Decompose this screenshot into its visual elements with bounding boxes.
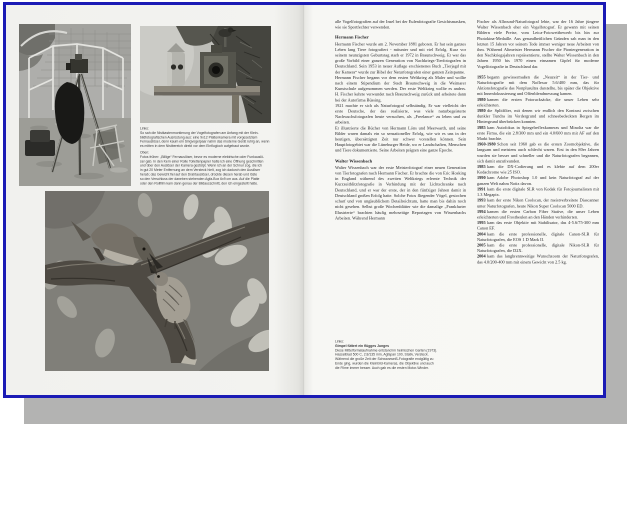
photo-birds-on-branch xyxy=(45,191,269,371)
caption-line: Hasselblad 500 C, 2.8/135 mm, Agfapan 100, Stativ, Versteck. xyxy=(335,353,429,357)
timeline-year: 1991 xyxy=(477,186,486,192)
heading-walter-wissenbach: Walter Wissenbach xyxy=(335,158,373,164)
caption-oben-lines xyxy=(140,155,300,186)
timeline-text: kam die erste professionelle, digitale Canon-SLR für Naturfotografen, die EOS 1 D Mark II. xyxy=(477,231,599,242)
caption-label-links: Links: xyxy=(140,127,149,131)
caption-line: Ende ging, wurden die Kleinbild-Kameras, die Objektive und auch xyxy=(335,361,434,366)
timeline-entry xyxy=(477,74,599,96)
caption-line: die Filme immer besser. Auch gab es die ersten Motor-Winder. xyxy=(335,366,429,370)
caption-lines xyxy=(335,349,466,371)
fischer-paragraph-3: 1921 machte er sich als Naturfotograf selbständig. Er war vielleicht der erste Deutsche, der das realisierte, was viele naturbegeisterte Nachwuchsfotografen heute versuchen, als „Freelance“ zu leben und zu arbeiten. xyxy=(335,102,466,125)
photo-camera-tripod-enclosure-art xyxy=(19,24,131,186)
timeline-entry xyxy=(477,97,599,108)
caption-line: So sah die Nistkastenmontierung der Vogelfotografen am Anfang mit der Klein- xyxy=(140,131,259,135)
timeline-year: 1985 xyxy=(477,164,486,170)
timeline-entry xyxy=(477,142,599,164)
timeline-text: begann gewissermaßen die „Neuzeit“ in der Tier- und Naturfotografie mit dem Noflexar 5.6/400 mm, das für Aktionsfotografie das Nonplusultra darstellte, bis später die Objektive mit Innenfokussierung und Offenblendmessung kamen. xyxy=(477,74,599,97)
timeline-year: 2004 xyxy=(477,231,486,237)
caption-label-oben: Oben: xyxy=(140,150,150,155)
caption-line: oder den Rollfilm kam dann genau der Bildausschnitt, den ich eingestellt hatte. xyxy=(140,181,259,186)
timeline-text: kamen die ersten Fotorucksäcke, die unser Leben sehr erleichterten. xyxy=(477,96,599,108)
timeline-text: kam der erste Nikon Coolscan, der meistverbreitete Diascanner unter Naturfotografen, heute Nikon Super Coolscan 5000 ED. xyxy=(477,197,599,209)
fischer-paragraph-2: Hermann Fischer begann vor dem ersten Weltkrieg als Maler und wollte nach einem Stipendium der Stadt Braunschweig in die Weimarer Kunstschule aufgenommen werden. Der erste Weltkrieg wollte es anders. H. Fischer kehrte verwundet nach Braunschweig zurück und arbeitete dann bei der Autofirma Büssing. xyxy=(335,74,466,103)
timeline-year: 2004 xyxy=(477,253,486,259)
lead-paragraph: Fischer als Allround-Naturfotograf lebte, war der 16 Jahre jüngere Walter Wissenbach eher ein Vogelfotograf. Er gewann mit seinen Bildern viele Preise, vom Leica-Fotowettbewerb bis hin zur Photokina-Medaille. Aus gesundheitlichen Gründen sah man in den letzten 15 Jahren vor seinem Tode immer weniger neue Arbeiten von ihm. Während Altmeister Hermann Fischer die Pioniergeneration in den Nachkriegsjahren repräsentierte, stellte Walter Wissenbach in den Jahren 1950 bis 1970 einen einsamen Gipfel für moderne Vogelfotografie in Deutschland dar. xyxy=(477,19,599,69)
timeline-year: 1955 xyxy=(477,74,486,80)
timeline-year: 1980 xyxy=(477,108,486,114)
timeline-entry xyxy=(477,242,599,253)
timeline-text: kam Autofokus in Spiegelreflexkameras und Minolta war die erste Firma, die ein 2.8/300 mm und ein 4.0/600 mm mit AF auf den Markt brachte. xyxy=(477,124,599,142)
timeline-text: Schon seit 1960 gab es die ersten Zoomobjektive, die langsam und meistens auch schlecht waren. Erst in den 80er Jahren wurden sie besser und schneller und die Naturfotografen begannen, sich damit anzufreunden. xyxy=(477,141,599,164)
caption-line: bildfotografischen Ausrüstung aus: eine 9x12 Plattenkamera mit vorgesetztem xyxy=(140,135,258,140)
timeline-text: kam die erste professionelle, digitale Nikon-SLR für Naturfotografen, die D2X. xyxy=(477,242,599,254)
timeline-text: kam Adobe Photoshop 1.0 und kein Naturfotograf auf der ganzen Welt nahm Notiz davon. xyxy=(477,175,599,186)
caption-line: herab; das Gewicht fiel auf den Drahtauslöser, drückte diesen herab und löste xyxy=(140,172,258,177)
timeline-entry xyxy=(477,198,599,209)
timeline-entry xyxy=(477,220,599,231)
caption-line: Diese Mittelformataufnahme entstand im heimischen Garten (1973). xyxy=(335,348,438,353)
photo-camera-tripod-enclosure xyxy=(19,24,131,186)
intro-paragraph: alle Vogelfotografien auf der Insel bei der Eulenfotografie Gesichtsmasken, wie sie Sportfechter verwenden. xyxy=(335,19,466,30)
timeline-text: kam das erste Objektiv mit Stabilisator, das 4-5.6/75-300 mm Canon EF. xyxy=(477,220,599,231)
caption-line: Fotos früher: „Billige“ Fernauslöser, bevor es moderne elektrische oder Funkauslö- xyxy=(140,155,265,159)
caption-links-lines xyxy=(140,131,300,149)
timeline-year: 1990 xyxy=(477,175,486,181)
timeline-year: 1980 xyxy=(477,96,486,102)
photo-birds-art xyxy=(45,191,269,371)
timeline-text: kam die DX-Codierung und es klebte auf dem 200er Kodachrome wie 25 ISO. xyxy=(477,164,599,175)
timeline-entry xyxy=(477,175,599,186)
photo-camera-feeder-art xyxy=(140,26,271,123)
wissenbach-paragraph-1: Walter Wissenbach war der erste Meisterfotograf einer neuen Generation von Tierfotografen nach Hermann Fischer. Er brachte die von Eric Hosking in England während des zweiten Weltkriegs erlernte Technik der Kurzzeitblitzfotografie in Verbindung mit der Lichtschranke nach Deutschland, und er war der erste, der in den fünfziger Jahren damit in Deutschland großen Erfolg hatte. Solche Fotos fliegender Vögel, gestochen scharf und von unglaublichem Detailreichtum, hatte man bis dahin noch nicht gesehen. Selbst große Wochenblätter wie die damalige „Frankfurter Illustrierte“ brachten häufig mehrseitige Reportagen von Wissenbachs Arbeiten. Während Hermann xyxy=(335,164,466,221)
timeline-entry xyxy=(477,209,599,220)
timeline-entry xyxy=(477,108,599,125)
caption-line: so den Verschluss der daneben stehenden Agfa-Box 6x9 cm aus. Auf die Platte xyxy=(140,177,260,181)
caption-line: und über den Auslöser der Kamera gestülpt. Wenn ich an der Schnur zog, die ich xyxy=(140,164,262,168)
fischer-paragraph-1: Hermann Fischer wurde am 2. November 1881 geboren. Er hat sein ganzes Leben lang Tiere fotografiert - mitunter und mit viel Erfolg. Kurz vor seinem neunzigsten Geburtstag starb er 1972 in Braunschweig. Er war das große Vorbild einer ganzen Generation von Nachkriegs-Tierfotografen in Deutschland. Sein 1953 in neuer Auflage erschienenes Buch „Tierjagd mit der Kamera“ wurde zur Bibel der Naturfotografen einer ganzen Zeitspanne. xyxy=(335,41,466,75)
timeline-text: kamen die ersten Carbon Fiber Stative, die unser Leben erleichterten und Frostbeulen an den Händen verhinderten. xyxy=(477,208,599,220)
caption-title: Gimpel füttert ein flügges Junges xyxy=(335,344,390,348)
timeline-year: 1995 xyxy=(477,220,486,226)
caption-line: ser gab. In den Kern einer Rolle Toilettenpapier hatte ich eine Öffnung geschnitten xyxy=(140,159,264,164)
right-page xyxy=(304,5,603,395)
fischer-paragraph-4: Er illustrierte die Bücher von Hermann Löns und Meerwarth, und seine Bilder waren damals ein so sensationeller Erfolg, wie wir es uns in der heutigen, übersättigten Zeit nur schwer vorstellen können. Sein Hauptfotogebiet war die Lüneburger Heide, wo er Landschaften, Menschen und Tiere dokumentierte. Seine Arbeiten prägten eine ganze Epoche. xyxy=(335,125,466,153)
book-spread xyxy=(3,2,606,398)
timeline-year: 2005 xyxy=(477,242,486,248)
timeline-year: 1985 xyxy=(477,124,486,130)
left-page xyxy=(6,5,304,395)
right-page-caption xyxy=(335,340,466,402)
page-gutter xyxy=(303,5,305,395)
timeline-entry xyxy=(477,125,599,142)
photo-camera-feeder-board xyxy=(140,26,271,123)
timeline-entry xyxy=(477,231,599,242)
timeline-text: kam das langbrennweitige Wunschzoom der Naturfotografen, das 4.0/200-400 mm mit einem Gewicht von 2.5 kg. xyxy=(477,253,599,265)
caption-line: in gut 20 Meter Entfernung an dem Versteck hielt, zog ich dadurch den Auslöser xyxy=(140,168,261,173)
timeline-entry xyxy=(477,254,599,265)
timeline xyxy=(477,74,599,264)
caption-line: Fernauslöser, denn kaum ein Singvogelpaar nahm das moderne Gerät ruhig an, wenn xyxy=(140,140,270,144)
timeline-text: kam die erste digitale SLR von Kodak für Fotojournalisten mit 1.3 Megapix. xyxy=(477,186,599,198)
timeline-year: 1960-1980 xyxy=(477,141,496,147)
timeline-year: 1994 xyxy=(477,208,486,214)
timeline-year: 1993 xyxy=(477,197,486,203)
heading-hermann-fischer: Hermann Fischer xyxy=(335,34,369,40)
caption-label: Links: xyxy=(335,340,344,344)
timeline-entry xyxy=(477,164,599,175)
caption-line: Während die große Zeit der Schwarzweiß-Fotografie endgültig zu xyxy=(335,357,434,362)
timeline-entry xyxy=(477,186,599,197)
timeline-text: die Splitfilter, mit denen wir endlich den Kontrast zwischen dunkler Tundra im Vordergrund und schneebedeckten Bergen im Hintergrund überbrücken konnten. xyxy=(477,108,599,125)
right-page-column-2 xyxy=(477,19,599,511)
caption-line: es mitten in dem Nistbereich direkt vor dem Einflugloch aufgebaut wurde. xyxy=(140,144,251,149)
